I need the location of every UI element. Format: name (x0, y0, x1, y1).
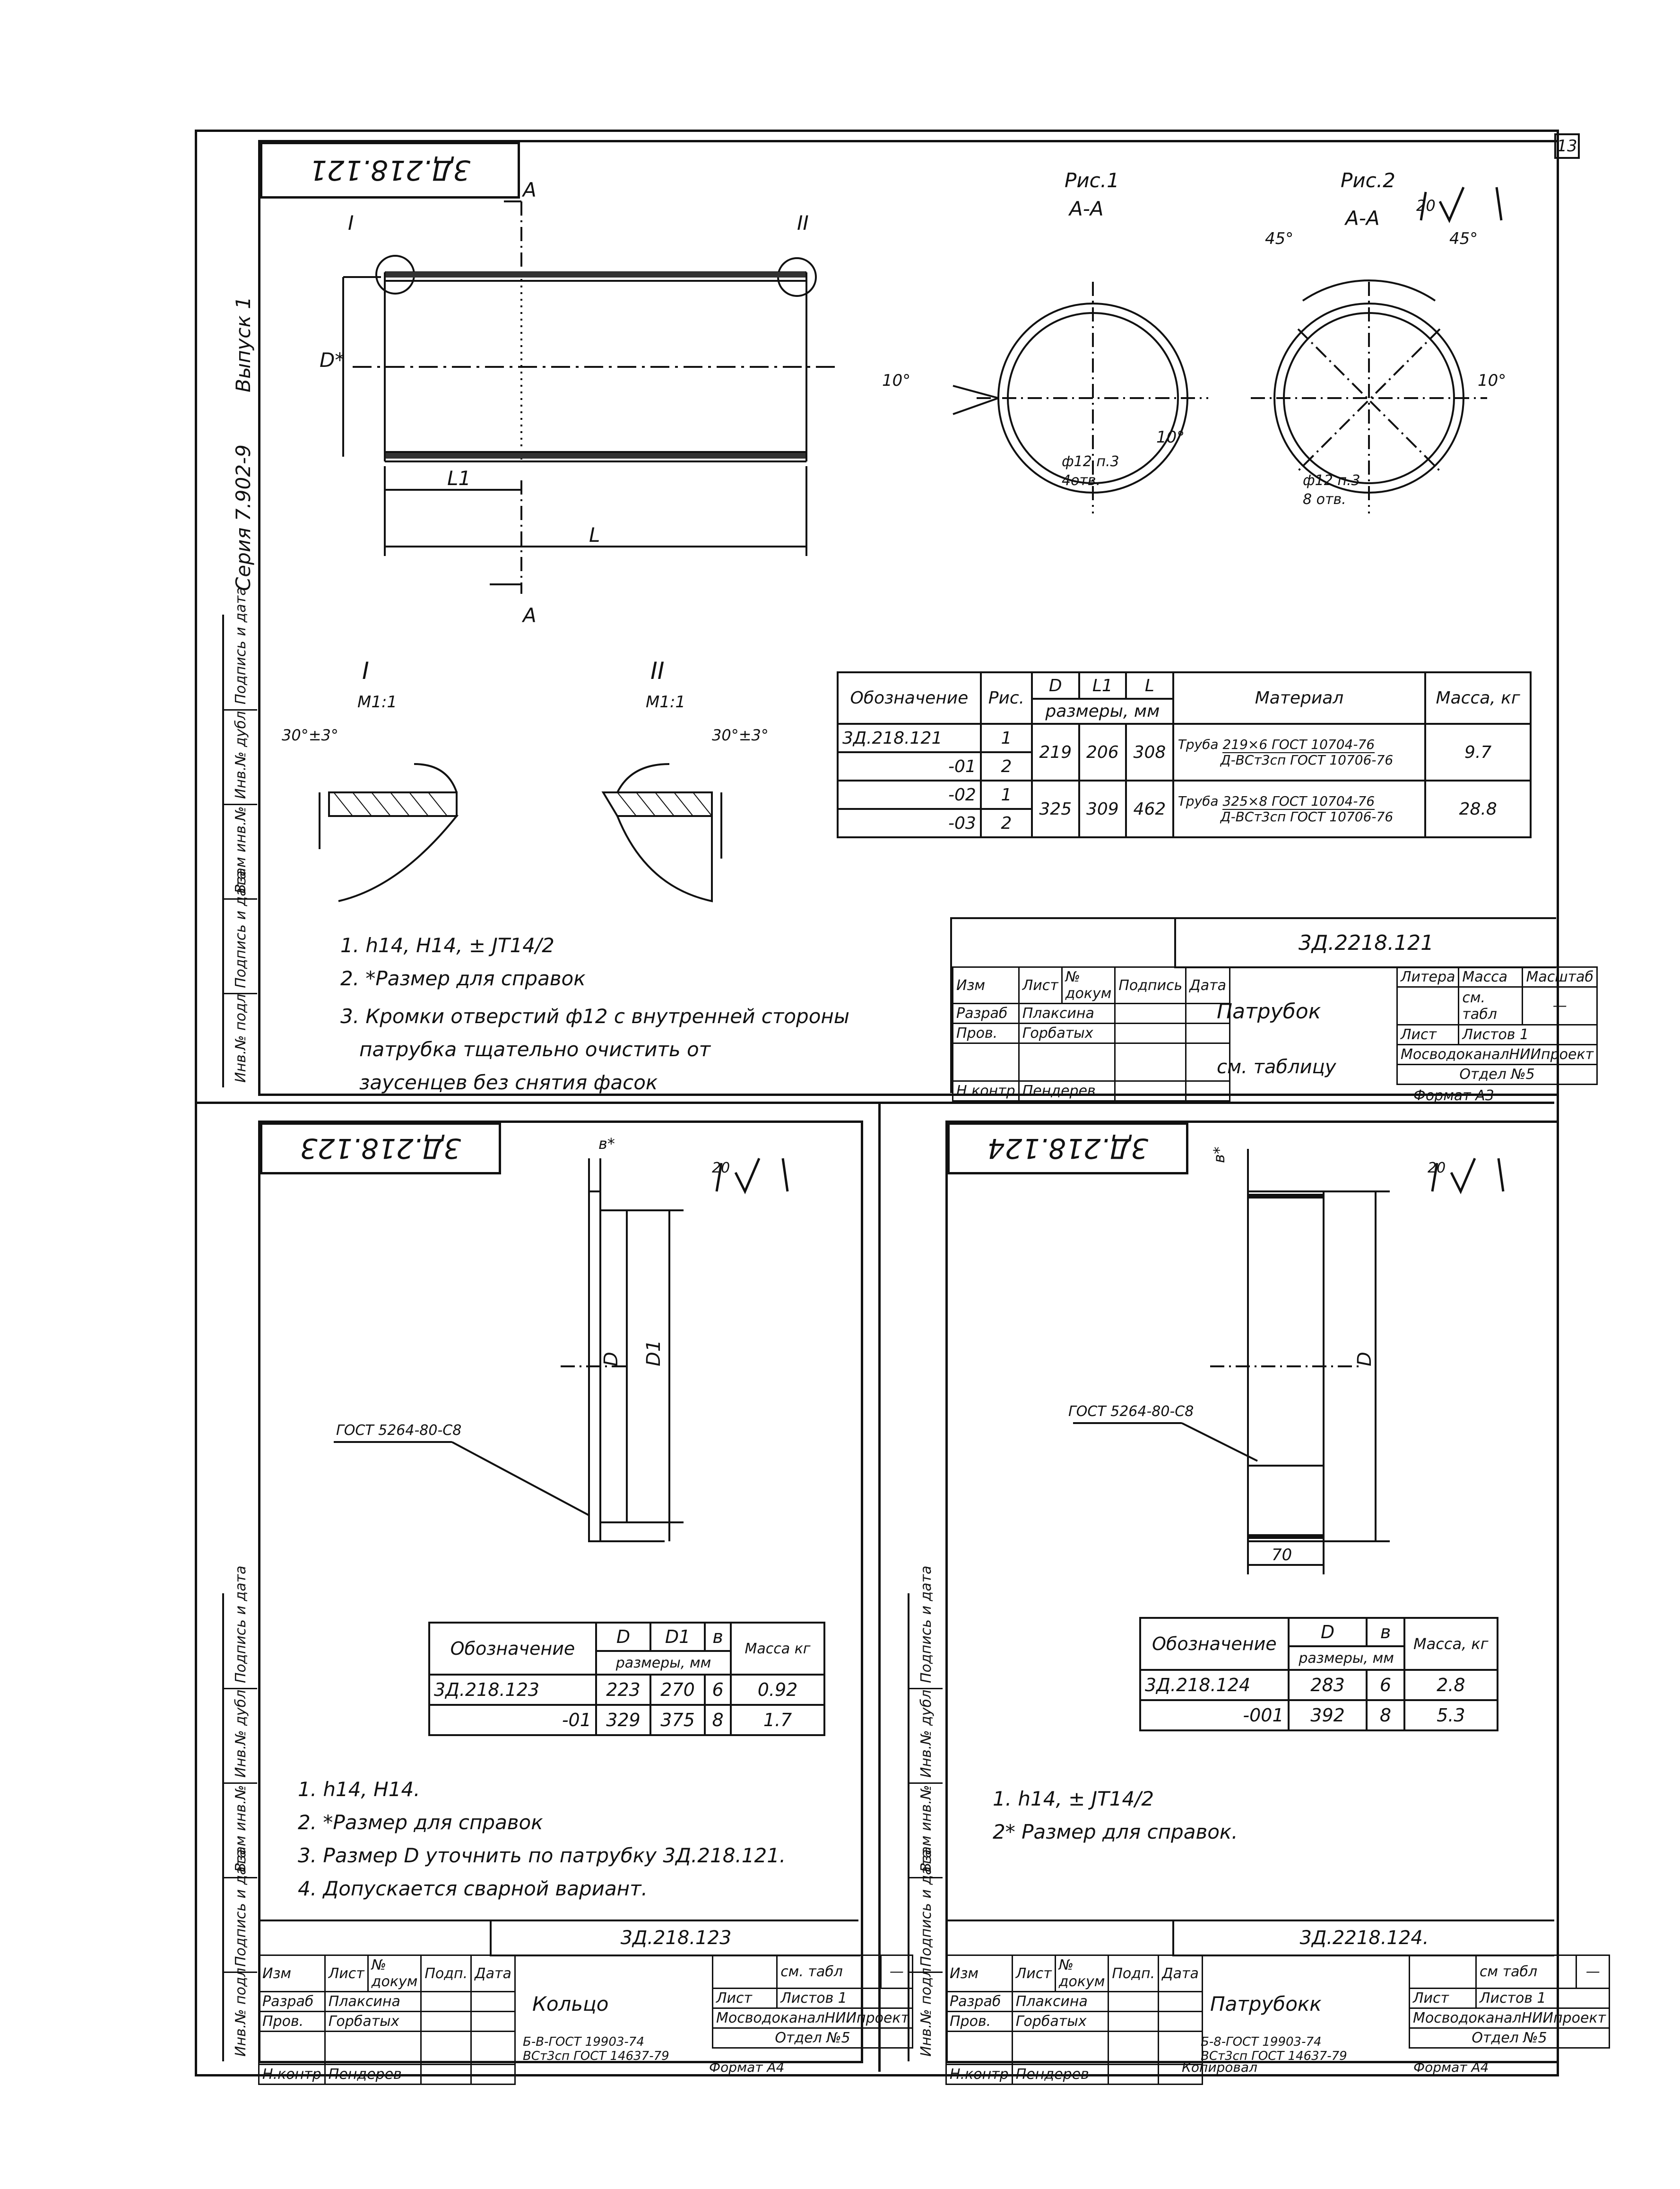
issue-label: Выпуск 1 (232, 296, 255, 392)
svg-text:45°: 45° (1449, 229, 1478, 248)
svg-text:10°: 10° (1478, 371, 1507, 390)
sheet1-note-1: 1. h14, H14, ± JT14/2 (340, 934, 554, 957)
svg-text:30°±3°: 30°±3° (712, 726, 769, 744)
sheet1-spec-table: Обозначение Рис. D L1 L Материал Масса, кг размеры, мм 3Д.218.121 1 219 206 308 Труба 219×6 ГОСТ 10704-76 Д-ВСт3сп ГОСТ 10706-76 9.7 -01 2 -02 1 325 309 462 Труба 325×8 ГОСТ 10704-76 Д-ВСт3сп ГОСТ 10706-76 28.8 -03 2 (837, 671, 1532, 838)
sheet1-note-3: 3. Кромки отверстий ф12 с внутренней стороны (340, 1005, 850, 1028)
svg-text:4отв.: 4отв. (1062, 472, 1101, 489)
svg-text:D*: D* (320, 348, 345, 372)
svg-text:L: L (589, 523, 600, 547)
stamp-column-2: Подпись и дата Инв.№ дубл Взам инв.№ Подпись и дата Инв.№ подл (222, 1593, 257, 2061)
svg-text:30°±3°: 30°±3° (282, 726, 338, 744)
sheet2-code-box: 3Д.218.123 (260, 1122, 501, 1174)
table-row: -001 (1140, 1700, 1289, 1730)
sheet3-title-block: Изм Лист № докум Подп. Дата Разраб Плаксина Пров. Горбатых Н.контр Пендерев 3Д.2218.124. Патрубокк Б-8-ГОСТ 19903-74 ВСт3сп ГОСТ 14637-79 см табл — Лист Листов 1 МосводоканалНИИпроект Отдел №5 (945, 1920, 1554, 2060)
svg-text:D: D (1354, 1352, 1376, 1366)
svg-text:II: II (650, 657, 665, 685)
sheet2-title-block: Изм Лист № докум Подп. Дата Разраб Плаксина Пров. Горбатых Н.контр Пендерев 3Д.218.123 Кольцо Б-В-ГОСТ 19903-74 ВСт3сп ГОСТ 14637-79 см. табл — Лист Листов 1 МосводоканалНИИпроект Отдел №5 (258, 1920, 858, 2060)
svg-text:Рис.1: Рис.1 (1065, 169, 1119, 192)
svg-text:I: I (362, 657, 369, 685)
svg-text:10°: 10° (1156, 428, 1185, 447)
sheet1-note-4: патрубка тщательно очистить от (359, 1038, 711, 1061)
svg-text:А: А (523, 178, 537, 201)
sheet2-note-2: 2. *Размер для справок (298, 1811, 543, 1834)
svg-text:А-А: А-А (1069, 197, 1104, 220)
sheet1-note-5: заусенцев без снятия фасок (359, 1071, 658, 1094)
sheet3-copied: Копировал (1182, 2059, 1257, 2075)
svg-text:10°: 10° (882, 371, 911, 390)
table-row: 3Д.218.123 (429, 1675, 596, 1705)
table-row: 3Д.218.121 (838, 724, 981, 752)
sheet1-note-2: 2. *Размер для справок (340, 967, 586, 990)
svg-text:8 отв.: 8 отв. (1303, 491, 1346, 508)
page-number: 13 (1554, 133, 1580, 159)
svg-text:ф12 п.3: ф12 п.3 (1062, 453, 1119, 470)
sheet-divider-horizontal (195, 1102, 1554, 1104)
svg-text:I: I (348, 211, 354, 235)
sheet-divider-vertical (878, 1102, 881, 2072)
svg-text:А-А: А-А (1345, 207, 1380, 230)
table-row: 3Д.218.124 (1140, 1670, 1289, 1700)
svg-text:20: 20 (1416, 197, 1436, 215)
sheet2-format: Формат А4 (709, 2059, 785, 2075)
table-row: -01 (429, 1705, 596, 1735)
sheet2-note-3: 3. Размер D уточнить по патрубку 3Д.218.121. (298, 1844, 786, 1867)
svg-text:ГОСТ 5264-80-С8: ГОСТ 5264-80-С8 (336, 1422, 462, 1439)
sheet3-drawing (945, 1121, 1554, 2059)
sheet2-drawing (258, 1121, 858, 2059)
sheet3-format: Формат А4 (1413, 2059, 1489, 2075)
sheet2-note-4: 4. Допускается сварной вариант. (298, 1877, 648, 1900)
svg-text:20: 20 (712, 1160, 730, 1176)
svg-text:45°: 45° (1265, 229, 1294, 248)
sheet1-title-block: Изм Лист № докум Подпись Дата Разраб Плаксина Пров. Горбатых Н.контр Пендерев 3Д.2218.121 Патрубок см. таблицу Литера Масса Масштаб см. табл — Лист Листов 1 МосводоканалНИИпроект Отдел №5 (950, 917, 1556, 1093)
sheet3-spec-table: Обозначение D в Масса, кг размеры, мм 3Д.218.124 283 6 2.8 -001 392 8 5.3 (1139, 1617, 1498, 1731)
svg-text:L1: L1 (447, 467, 471, 490)
svg-text:20: 20 (1428, 1160, 1446, 1176)
svg-text:ф12 п.3: ф12 п.3 (1303, 472, 1360, 489)
sheet3-code-box: 3Д.218.124 (947, 1122, 1188, 1174)
svg-text:М1:1: М1:1 (357, 693, 398, 712)
sheet3-note-1: 1. h14, ± JT14/2 (993, 1787, 1154, 1810)
svg-text:в*: в* (1210, 1147, 1228, 1163)
svg-text:II: II (797, 211, 809, 235)
stamp-column-1: Подпись и дата Инв.№ дубл Взам инв.№ Подпись и дата Инв.№ подл (222, 615, 257, 1087)
svg-text:ГОСТ 5264-80-С8: ГОСТ 5264-80-С8 (1068, 1403, 1194, 1420)
stamp-column-3: Подпись и дата Инв.№ дубл Взам инв.№ Подпись и дата Инв.№ подл (908, 1593, 943, 2061)
svg-text:А: А (523, 604, 537, 627)
svg-text:D: D (600, 1352, 622, 1366)
svg-text:М1:1: М1:1 (646, 693, 686, 712)
sheet1-code-box: 3Д.218.121 (260, 142, 520, 199)
svg-text:Рис.2: Рис.2 (1341, 169, 1395, 192)
sheet2-spec-table: Обозначение D D1 в Масса кг размеры, мм 3Д.218.123 223 270 6 0.92 -01 329 375 8 1.7 (428, 1622, 825, 1736)
sheet1-format: Формат А3 (1413, 1087, 1494, 1104)
svg-text:D1: D1 (643, 1339, 665, 1366)
svg-text:в*: в* (598, 1135, 615, 1153)
sheet2-note-1: 1. h14, H14. (298, 1778, 420, 1801)
svg-text:70: 70 (1272, 1546, 1292, 1564)
sheet3-note-2: 2* Размер для справок. (993, 1820, 1238, 1843)
series-label: Серия 7.902-9 (232, 444, 255, 591)
